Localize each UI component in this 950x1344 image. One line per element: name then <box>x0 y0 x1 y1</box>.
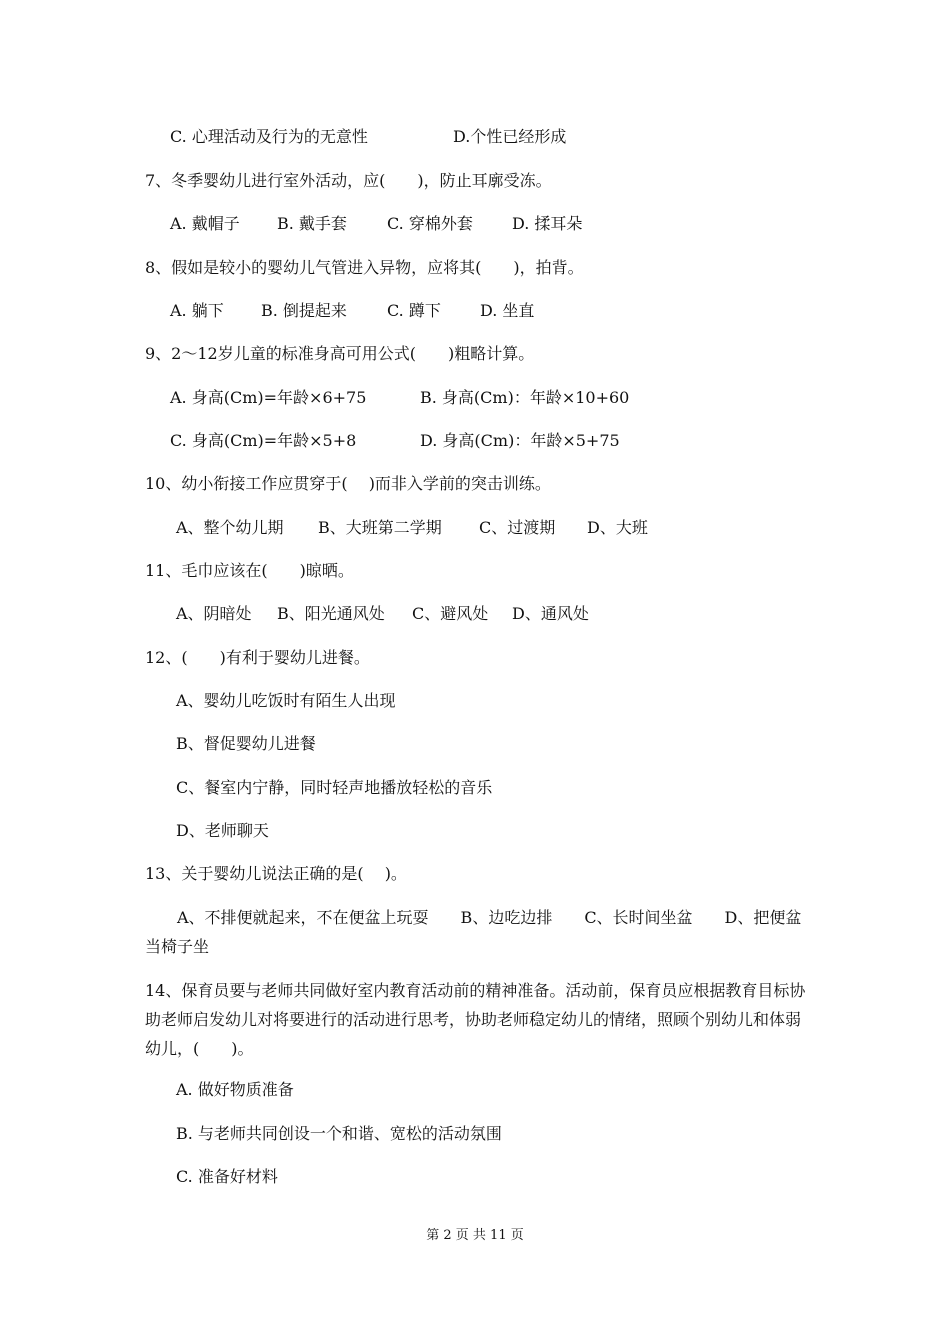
option-c: C. 准备好材料 <box>176 1167 278 1186</box>
option-a: A. 做好物质准备 <box>176 1080 294 1099</box>
option-d: D. 坐直 <box>480 301 535 320</box>
option-a: A、婴幼儿吃饭时有陌生人出现 <box>176 691 396 710</box>
question-7: 7、冬季婴幼儿进行室外活动，应( )，防止耳廓受冻。 <box>145 171 552 190</box>
option-a: A、整个幼儿期 <box>176 518 284 537</box>
option-a: A、阴暗处 <box>176 604 252 623</box>
question-8: 8、假如是较小的婴幼儿气管进入异物，应将其( )，拍背。 <box>145 258 584 277</box>
option-c: C. 穿棉外套 <box>387 214 473 233</box>
option-a: A. 戴帽子 <box>170 214 240 233</box>
option-b: B、阳光通风处 <box>277 604 385 623</box>
question-9: 9、2～12岁儿童的标准身高可用公式( )粗略计算。 <box>145 344 535 363</box>
question-12: 12、( )有利于婴幼儿进餐。 <box>145 648 370 667</box>
question-13-options: A、不排便就起来，不在便盆上玩耍 B、边吃边排 C、长时间坐盆 D、把便盆当椅子坐 <box>145 908 802 956</box>
question-11: 11、毛巾应该在( )晾晒。 <box>145 561 354 580</box>
option-a: A. 躺下 <box>170 301 224 320</box>
page-number: 第 2 页 共 11 页 <box>426 1228 524 1243</box>
option-b: B、督促婴幼儿进餐 <box>176 734 316 753</box>
option-b: B. 身高(Cm)：年龄×10+60 <box>420 388 630 407</box>
option-d: D. 身高(Cm)：年龄×5+75 <box>420 431 620 450</box>
option-d: D、大班 <box>587 518 648 537</box>
question-10: 10、幼小衔接工作应贯穿于( )而非入学前的突击训练。 <box>145 474 551 493</box>
option-c: C. 蹲下 <box>387 301 441 320</box>
option-c: C. 身高(Cm)=年龄×5+8 <box>170 431 357 450</box>
question-13: 13、关于婴幼儿说法正确的是( )。 <box>145 864 407 883</box>
option-b: B. 倒提起来 <box>261 301 347 320</box>
option-b: B. 与老师共同创设一个和谐、宽松的活动氛围 <box>176 1124 502 1143</box>
option-c: C、过渡期 <box>479 518 556 537</box>
option-b: B、大班第二学期 <box>318 518 442 537</box>
option-d: D.个性已经形成 <box>453 127 567 146</box>
option-c: C、避风处 <box>412 604 489 623</box>
option-b: B. 戴手套 <box>277 214 347 233</box>
option-c: C. 心理活动及行为的无意性 <box>170 127 368 146</box>
option-a: A. 身高(Cm)=年龄×6+75 <box>170 388 367 407</box>
question-14: 14、保育员要与老师共同做好室内教育活动前的精神准备。活动前，保育员应根据教育目标协助老师启发幼儿对将要进行的活动进行思考，协助老师稳定幼儿的情绪，照顾个别幼儿和体弱幼儿，( )。 <box>145 981 806 1058</box>
option-c: C、餐室内宁静，同时轻声地播放轻松的音乐 <box>176 778 493 797</box>
option-d: D、老师聊天 <box>176 821 269 840</box>
option-d: D、通风处 <box>512 604 589 623</box>
option-d: D. 揉耳朵 <box>512 214 583 233</box>
